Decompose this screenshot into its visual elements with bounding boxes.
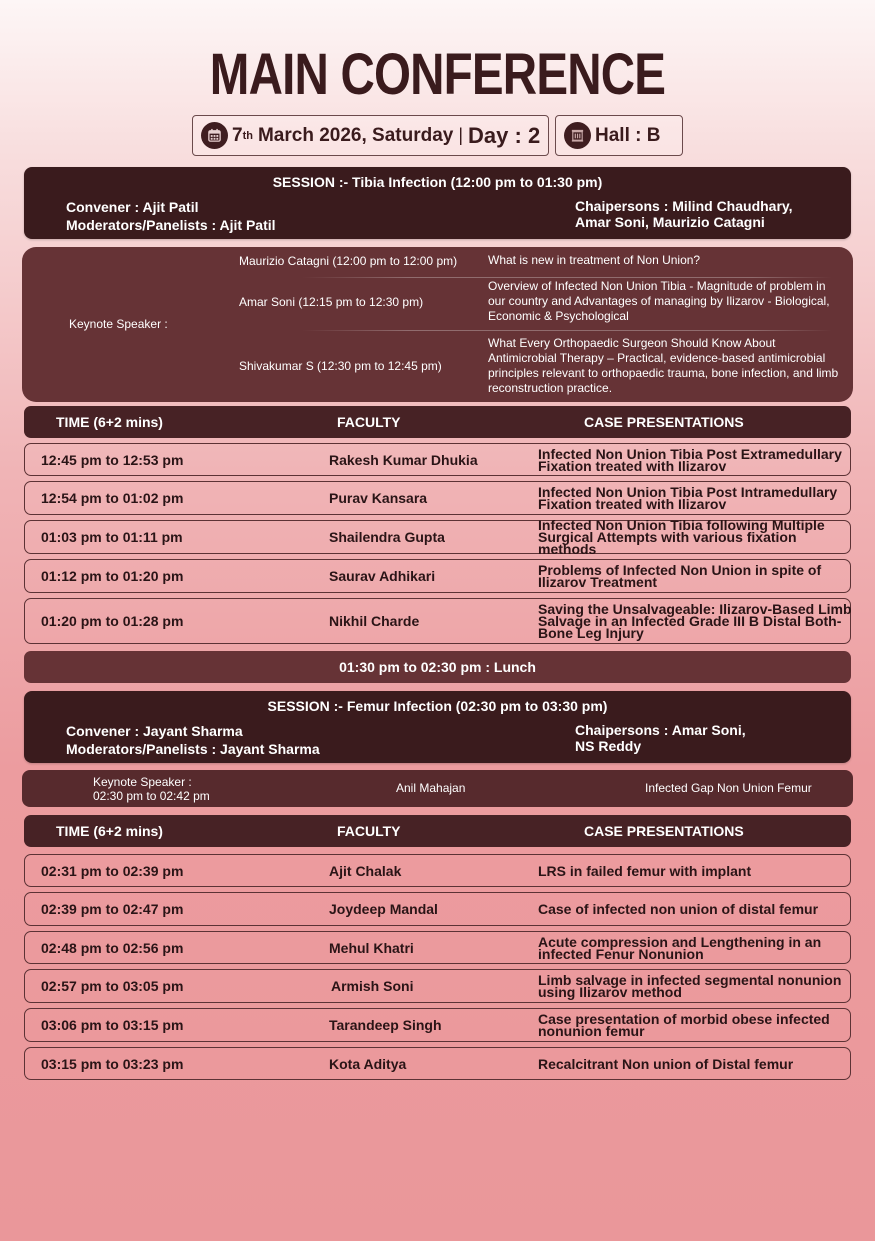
row-case: Problems of Infected Non Union in spite of Ilizarov Treatment [538,562,822,590]
keynote-row [239,253,839,268]
row-case: Infected Non Union Tibia Post Extramedullary Fixation treated with Ilizarov [538,445,842,474]
row-case: Saving the Unsalvageable: Ilizarov-Based Limb Salvage in an Infected Grade III B Distal Both-Bone Leg Injury [538,601,852,641]
row-time: 01:20 pm to 01:28 pm [41,613,184,629]
date-day: 7 [232,124,243,146]
row-faculty: Saurav Adhikari [329,568,436,584]
hall-badge [555,115,683,156]
keynote-speaker: Anil Mahajan [396,781,466,795]
chairpersons-line-1: Chaipersons : Amar Soni, [575,722,746,738]
row-faculty: Kota Aditya [329,1055,407,1072]
calendar-icon [201,122,228,149]
row-time: 12:54 pm to 01:02 pm [41,490,184,506]
convener: Convener : Jayant Sharma [66,723,243,739]
day-label: Day : 2 [468,122,541,148]
chairpersons-line-2: Amar Soni, Maurizio Catagni [575,214,765,230]
divider [302,277,832,278]
session-title: SESSION :- Femur Infection (02:30 pm to 03:30 pm) [267,698,608,714]
row-faculty: Armish Soni [331,978,414,994]
row-case: Infected Non Union Tibia Post Intramedullary Fixation treated with Ilizarov [538,484,838,512]
table-row [24,931,851,964]
row-case: LRS in failed femur with implant [538,862,752,879]
row-time: 03:06 pm to 03:15 pm [41,1017,184,1033]
divider [302,330,832,331]
date-badge [192,115,549,156]
row-time: 02:39 pm to 02:47 pm [41,901,184,917]
table-row [24,443,851,476]
header-time: TIME (6+2 mins) [56,414,163,430]
row-time: 01:12 pm to 01:20 pm [41,568,184,584]
convener: Convener : Ajit Patil [66,199,199,215]
header-faculty: FACULTY [337,823,401,839]
row-faculty: Purav Kansara [329,490,428,506]
table-row [24,517,851,557]
row-time: 03:15 pm to 03:23 pm [41,1055,184,1072]
table-row [24,1047,851,1080]
keynote-panel [22,247,853,402]
keynote-label: Keynote Speaker : [93,775,192,789]
session-title: SESSION :- Tibia Infection (12:00 pm to 01:30 pm) [272,174,603,190]
table-row [24,892,851,926]
row-faculty: Shailendra Gupta [329,529,445,545]
hall-building-icon [564,122,591,149]
keynote-time: 02:30 pm to 02:42 pm [93,789,210,803]
row-case: Acute compression and Lengthening in an infected Fenur Nonunion [538,933,822,962]
keynote-row [239,336,839,396]
keynote-label: Keynote Speaker : [69,317,168,331]
row-time: 01:03 pm to 01:11 pm [41,529,183,545]
table-row [24,969,851,1003]
row-time: 02:57 pm to 03:05 pm [41,978,184,994]
row-faculty: Joydeep Mandal [329,901,438,917]
keynote-speaker: Amar Soni (12:15 pm to 12:30 pm) [239,294,424,309]
separator: | [458,125,464,145]
header-faculty: FACULTY [337,414,401,430]
chairpersons-line-2: NS Reddy [575,738,642,754]
table-row [24,598,851,644]
date-text: March 2026, Saturday [257,124,454,146]
table-header [24,406,851,438]
table-row [24,559,851,593]
chairpersons-line-1: Chaipersons : Milind Chaudhary, [575,198,793,214]
keynote-panel [22,770,853,807]
header-time: TIME (6+2 mins) [56,823,163,839]
row-case: Case of infected non union of distal femur [538,901,819,917]
row-time: 02:48 pm to 02:56 pm [41,939,184,956]
date-suffix: th [242,129,253,142]
row-case: Recalcitrant Non union of Distal femur [538,1055,794,1072]
keynote-topic: What Every Orthopaedic Surgeon Should Know About Antimicrobial Therapy – Practical, evidence-based antimicrobial principles relevant to orthopaedic trauma, bone infection, and limb reconstruction practice. [488,336,839,395]
row-case: Infected Non Union Tibia following Multiple Surgical Attempts with various fixation methods [538,517,825,557]
table-row [24,854,851,887]
keynote-topic: Infected Gap Non Union Femur [645,781,812,795]
keynote-topic: What is new in treatment of Non Union? [488,253,701,267]
session-tibia-header [24,167,851,239]
row-faculty: Nikhil Charde [329,613,420,629]
row-case: Limb salvage in infected segmental nonunion using Ilizarov method [538,972,842,1000]
page-title: MAIN CONFERENCE [209,42,666,107]
row-faculty: Mehul Khatri [329,939,414,956]
moderators: Moderators/Panelists : Ajit Patil [66,217,276,233]
keynote-topic: Overview of Infected Non Union Tibia - Magnitude of problem in our country and Advantages of managing by Ilizarov - Biological, Economic & Psychological [488,279,830,323]
table-row [24,1008,851,1042]
keynote-row [239,279,839,324]
lunch-break: 01:30 pm to 02:30 pm : Lunch [24,651,851,683]
session-femur-header [24,691,851,763]
row-faculty: Tarandeep Singh [329,1017,442,1033]
row-faculty: Rakesh Kumar Dhukia [329,451,478,468]
hall-label: Hall : B [595,124,661,146]
moderators: Moderators/Panelists : Jayant Sharma [66,741,320,757]
keynote-speaker: Maurizio Catagni (12:00 pm to 12:00 pm) [239,253,458,268]
table-header [24,815,851,847]
table-row [24,481,851,515]
row-time: 02:31 pm to 02:39 pm [41,862,184,879]
row-time: 12:45 pm to 12:53 pm [41,451,184,468]
keynote-speaker: Shivakumar S (12:30 pm to 12:45 pm) [239,359,442,373]
row-faculty: Ajit Chalak [329,862,402,879]
header-case: CASE PRESENTATIONS [584,823,744,839]
row-case: Case presentation of morbid obese infected nonunion femur [538,1011,830,1039]
header-case: CASE PRESENTATIONS [584,414,744,430]
